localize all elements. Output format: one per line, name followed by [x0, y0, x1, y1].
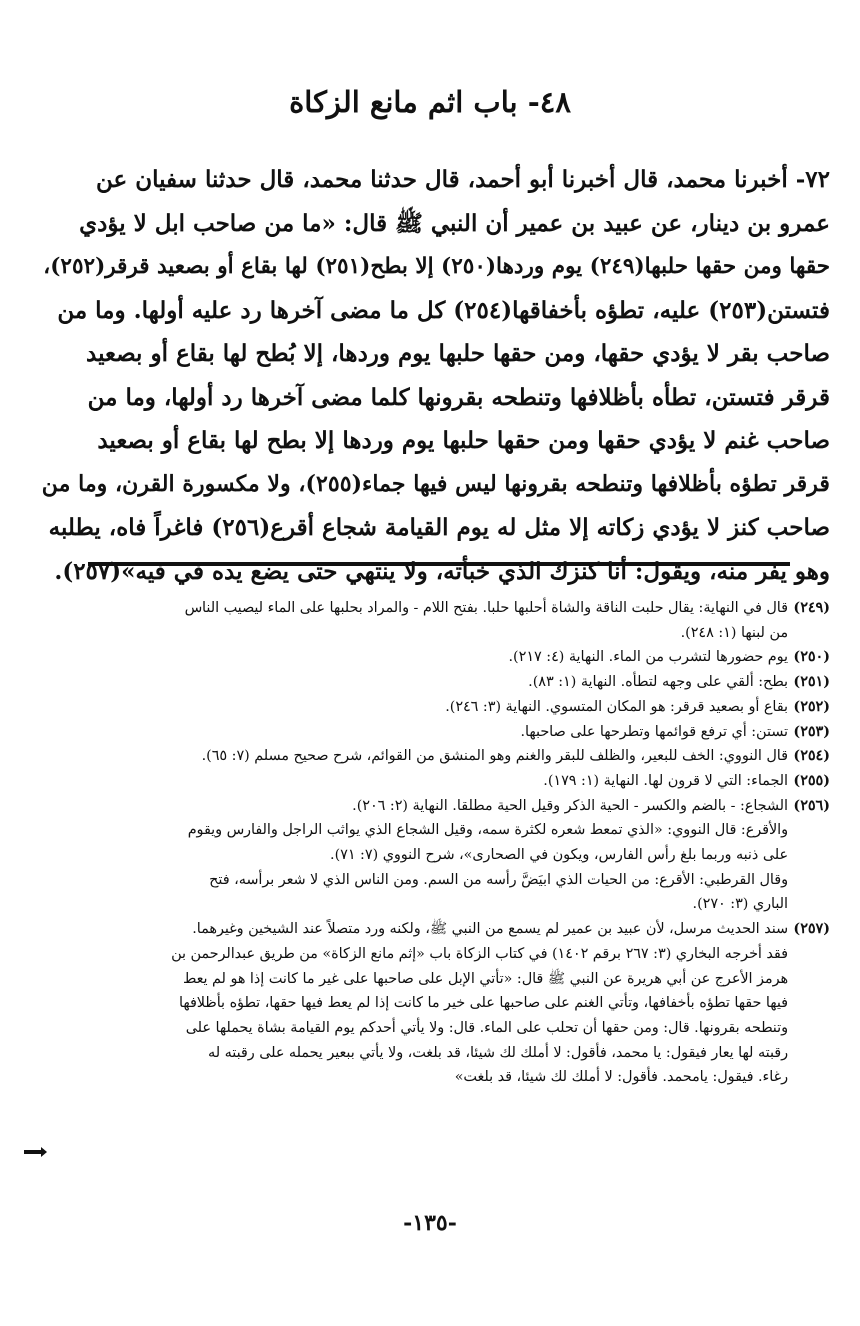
- hadith-line: قرقر فتستن، تطأه بأظلافها وتنطحه بقرونها كلما مضى آخرها رد أولها، وما من: [87, 383, 830, 411]
- continuation-arrow-icon: [24, 1150, 44, 1154]
- footnote-line: وتنطحه بقرونها. قال: ومن حقها أن تحلب على الماء. قال: ولا يأتي أحدكم يوم القيامة بشاة يحملها على: [185, 1019, 788, 1036]
- footnote-number: (٢٤٩): [793, 600, 830, 616]
- footnote: [44, 596, 830, 645]
- footnote-line: الباري (٣: ٢٧٠).: [692, 896, 788, 913]
- footnote: [44, 794, 830, 918]
- footnote: [44, 917, 830, 1090]
- footnote-number: (٢٥٣): [793, 723, 830, 740]
- footnote-text: [44, 794, 788, 918]
- hadith-line: ٧٢- أخبرنا محمد، قال أخبرنا أبو أحمد، قال حدثنا محمد، قال حدثنا سفيان عن: [95, 166, 830, 193]
- footnote-line: رقبته لها يعار فيقول: يا محمد، فأقول: لا أملك لك شيئا، قد بلغت، ولا يأتي ببعير يحمله على رقبته له: [208, 1044, 788, 1061]
- footnote-line: رغاء. فيقول: يامحمد. فأقول: لا أملك لك شيئا، قد بلغت»: [454, 1069, 788, 1086]
- footnote-number: (٢٥١): [793, 674, 830, 691]
- footnote-number: (٢٥٦): [793, 797, 830, 814]
- footnote-number: (٢٥٢): [793, 698, 830, 715]
- footnote-text: [44, 695, 788, 720]
- footnote-number: (٢٥٧): [793, 921, 830, 938]
- footnote-line: تستن: أي ترفع قوائمها وتطرحها على صاحبها.: [520, 723, 788, 740]
- hadith-line: صاحب بقر لا يؤدي حقها، ومن حقها حلبها يوم وردها، إلا بُطح لها بقاع أو بصعيد: [86, 340, 830, 367]
- footnote-line: قال في النهاية: يقال حلبت الناقة والشاة أحلبها حلبا. بفتح اللام - والمراد بحلبها على الماء ليصيب الناس: [184, 600, 788, 616]
- footnote-line: الجماء: التي لا قرون لها. النهاية (١: ١٧٩).: [543, 772, 788, 789]
- footnote-line: قال النووي: الخف للبعير، والظلف للبقر والغنم وهو المنشق من القوائم، شرح صحيح مسلم (٧: ٦٥).: [201, 748, 788, 765]
- footnote-line: وقال القرطبي: الأقرع: من الحيات الذي ابيَضَّ رأسه من السم. ومن الناس الذي لا شعر برأسه، فتح: [209, 871, 788, 888]
- footnote: [44, 744, 830, 769]
- footnote-line: فقد أخرجه البخاري (٣: ٢٦٧ برقم ١٤٠٢) في كتاب الزكاة باب «إثم مانع الزكاة» من طريق عبدالرحمن بن: [171, 945, 788, 962]
- footnotes: [44, 596, 830, 1090]
- page-number: -١٣٥-: [403, 1210, 457, 1236]
- footnote: [44, 695, 830, 720]
- footnote-line: والأقرع: قال النووي: «الذي تمعط شعره لكثرة سمه، وقيل الشجاع الذي يواثب الراجل والفارس ويقوم: [187, 822, 788, 839]
- footnote-line: الشجاع: - بالضم والكسر - الحية الذكر وقيل الحية مطلقا. النهاية (٢: ٢٠٦).: [352, 797, 788, 814]
- footnote-number: (٢٥٥): [793, 772, 830, 789]
- footnote: [44, 670, 830, 695]
- footnote-separator: [88, 562, 790, 566]
- footnote-line: سند الحديث مرسل، لأن عبيد بن عمير لم يسمع من النبي ﷺ، ولكنه ورد متصلاً عند الشيخين وغيرهما.: [192, 921, 788, 938]
- footnote-number: (٢٥٤): [793, 748, 830, 765]
- footnote-number: (٢٥٠): [793, 649, 830, 666]
- footnote-line: من لبنها (١: ٢٤٨).: [680, 624, 788, 641]
- footnote-line: هرمز الأعرج عن أبي هريرة عن النبي ﷺ قال: «تأتي الإبل على صاحبها على غير ما كانت إذا هو لم يعط: [183, 970, 788, 987]
- footnote: [44, 769, 830, 794]
- footnote-line: يوم حضورها لتشرب من الماء. النهاية (٤: ٢١٧).: [508, 649, 788, 666]
- hadith-text: [40, 158, 830, 593]
- hadith-line: فتستن(٢٥٣) عليه، تطؤه بأخفاقها(٢٥٤) كل ما مضى آخرها رد عليه أولها. وما من: [57, 296, 830, 324]
- hadith-line: حقها ومن حقها حلبها(٢٤٩) يوم وردها(٢٥٠) إلا بطح(٢٥١) لها بقاع أو بصعيد قرقر(٢٥٢)،: [43, 254, 830, 279]
- footnote-line: بطح: ألقي على وجهه لتطأه. النهاية (١: ٨٣).: [528, 674, 788, 691]
- footnote-text: [44, 769, 788, 794]
- footnote-text: [44, 917, 788, 1090]
- hadith-line: صاحب غنم لا يؤدي حقها ومن حقها حلبها يوم وردها إلا بطح لها بقاع أو بصعيد: [97, 427, 830, 454]
- footnote-line: على ذنبه وربما بلغ رأس الفارس، ويكون في الصحارى»، شرح النووي (٧: ٧١).: [330, 847, 788, 864]
- footnote-text: [44, 670, 788, 695]
- footnote-line: بقاع أو بصعيد قرقر: هو المكان المتسوي. النهاية (٣: ٢٤٦).: [445, 698, 788, 715]
- footnote-text: [44, 720, 788, 745]
- footnote-text: [44, 645, 788, 670]
- footnote: [44, 720, 830, 745]
- hadith-line: وهو يفر منه، ويقول: أنا كنزك الذي خبأته، ولا ينتهي حتى يضع يده في فيه»(٢٥٧).: [54, 557, 830, 585]
- hadith-line: عمرو بن دينار، عن عبيد بن عمير أن النبي ﷺ قال: «ما من صاحب ابل لا يؤدي: [79, 209, 830, 237]
- footnote-text: [44, 596, 788, 645]
- hadith-line: قرقر تطؤه بأظلافها وتنطحه بقرونها ليس فيها جماء(٢٥٥)، ولا مكسورة القرن، وما من: [41, 470, 830, 497]
- footnote-line: فيها حقها تطؤه بأخفافها، وتأتي الغنم على صاحبها على خير ما كانت إذا لم يعط فيها حقها، تطؤه بأظلافها: [179, 995, 788, 1012]
- footnote: [44, 645, 830, 670]
- hadith-line: صاحب كنز لا يؤدي زكاته إلا مثل له يوم القيامة شجاع أقرع(٢٥٦) فاغراً فاه، يطلبه: [48, 514, 830, 541]
- footnote-text: [44, 744, 788, 769]
- chapter-title: ٤٨- باب اثم مانع الزكاة: [289, 85, 571, 119]
